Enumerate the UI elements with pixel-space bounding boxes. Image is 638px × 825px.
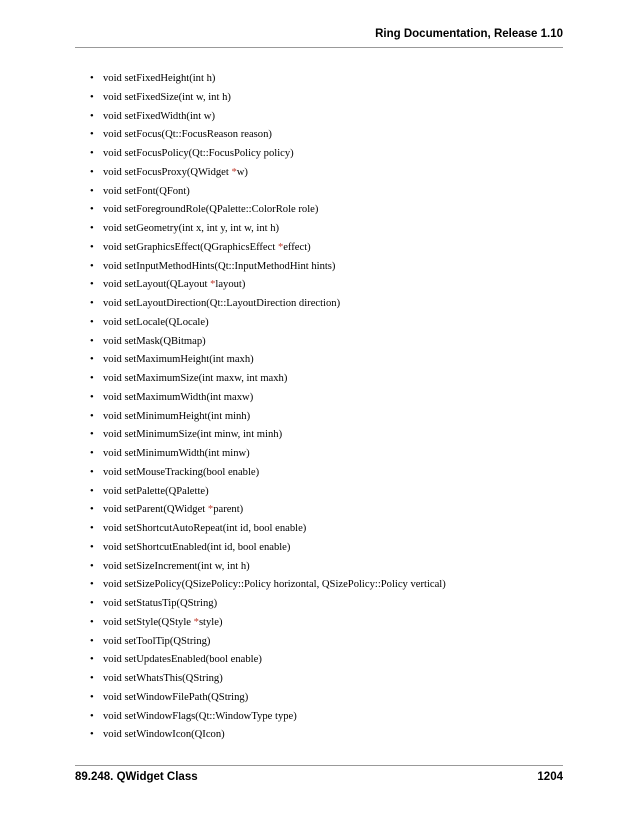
method-signature: void setStatusTip(QString): [103, 598, 218, 609]
list-item: [90, 467, 446, 486]
bullet-icon: •: [90, 579, 94, 591]
bullet-icon: •: [90, 729, 94, 741]
method-signature: void setMaximumWidth(int maxw): [103, 391, 254, 403]
bullet-icon: •: [90, 485, 94, 497]
method-signature: void setMouseTracking(bool enable): [103, 466, 260, 478]
list-item: [90, 711, 446, 730]
bullet-icon: •: [90, 373, 94, 384]
bullet-icon: •: [90, 185, 94, 197]
method-signature: void setMaximumHeight(int maxh): [103, 354, 254, 366]
bullet-icon: •: [90, 241, 94, 253]
bullet-icon: •: [90, 260, 94, 272]
method-signature: void setStyle(QStyle: [103, 616, 194, 628]
method-signature: void setShortcutEnabled(int id, bool enable): [103, 541, 291, 553]
list-item: [90, 129, 446, 148]
list-item: [90, 729, 446, 748]
bullet-icon: •: [90, 654, 94, 666]
bullet-icon: •: [90, 635, 94, 647]
list-item: [90, 617, 446, 636]
method-signature: void setWhatsThis(QString): [103, 673, 223, 684]
bullet-icon: •: [90, 391, 94, 403]
method-signature-rest: style): [198, 616, 223, 628]
bullet-icon: •: [90, 316, 94, 328]
list-item: [90, 167, 446, 186]
list-item: [90, 654, 446, 673]
method-signature: void setFont(QFont): [103, 185, 190, 197]
footer-section-title: 89.248. QWidget Class: [75, 771, 198, 783]
method-signature: void setWindowIcon(QIcon): [103, 729, 225, 741]
list-item: [90, 317, 446, 336]
bullet-icon: •: [90, 429, 94, 441]
list-item: [90, 636, 446, 655]
list-item: [90, 673, 446, 692]
bullet-icon: •: [90, 91, 94, 103]
method-signature: void setFixedSize(int w, int h): [103, 91, 231, 103]
method-signature: void setFocus(Qt::FocusReason reason): [103, 129, 272, 141]
bullet-icon: •: [90, 410, 94, 422]
list-item: [90, 261, 446, 280]
method-signature: void setToolTip(QString): [103, 635, 211, 647]
list-item: [90, 373, 446, 392]
bullet-icon: •: [90, 148, 94, 159]
bullet-icon: •: [90, 110, 94, 122]
method-signature: void setFocusPolicy(Qt::FocusPolicy policy): [103, 148, 294, 159]
method-signature: void setSizeIncrement(int w, int h): [103, 560, 250, 572]
list-item: [90, 579, 446, 598]
method-signature: void setLayoutDirection(Qt::LayoutDirection direction): [103, 298, 341, 309]
method-signature: void setLayout(QLayout: [103, 279, 211, 291]
bullet-icon: •: [90, 710, 94, 722]
list-item: [90, 186, 446, 205]
bullet-icon: •: [90, 541, 94, 553]
bullet-icon: •: [90, 298, 94, 309]
pointer-star: *: [210, 279, 216, 291]
bullet-icon: •: [90, 673, 94, 684]
list-item: [90, 92, 446, 111]
bullet-icon: •: [90, 204, 94, 216]
list-item: [90, 204, 446, 223]
method-signature: void setMinimumHeight(int minh): [103, 410, 251, 422]
list-item: [90, 429, 446, 448]
method-signature: void setGeometry(int x, int y, int w, int h): [103, 223, 280, 234]
list-item: [90, 111, 446, 130]
bullet-icon: •: [90, 616, 94, 628]
bullet-icon: •: [90, 598, 94, 609]
bullet-icon: •: [90, 223, 94, 234]
method-signature: void setFixedHeight(int h): [103, 73, 216, 84]
method-signature: void setShortcutAutoRepeat(int id, bool enable): [103, 523, 307, 534]
method-signature: void setForegroundRole(QPalette::ColorRole role): [103, 204, 319, 216]
method-signature: void setInputMethodHints(Qt::InputMethodHint hints): [103, 260, 336, 272]
list-item: [90, 242, 446, 261]
list-item: [90, 523, 446, 542]
method-signature: void setUpdatesEnabled(bool enable): [103, 654, 262, 666]
list-item: [90, 448, 446, 467]
pointer-star: *: [207, 504, 214, 516]
list-item: [90, 486, 446, 505]
list-item: [90, 692, 446, 711]
bullet-icon: •: [90, 279, 94, 291]
bullet-icon: •: [90, 560, 94, 572]
method-signature-rest: parent): [213, 504, 244, 516]
footer-divider: [75, 765, 563, 766]
method-signature: void setWindowFlags(Qt::WindowType type): [103, 710, 297, 722]
bullet-icon: •: [90, 523, 94, 534]
list-item: [90, 223, 446, 242]
method-signature: void setLocale(QLocale): [103, 316, 209, 328]
bullet-icon: •: [90, 166, 94, 178]
method-signature: void setMask(QBitmap): [103, 335, 206, 347]
running-header: Ring Documentation, Release 1.10: [375, 28, 563, 40]
list-item: [90, 411, 446, 430]
method-signature: void setMaximumSize(int maxw, int maxh): [103, 373, 288, 384]
list-item: [90, 73, 446, 92]
method-signature: void setFixedWidth(int w): [103, 110, 215, 122]
list-item: [90, 392, 446, 411]
bullet-icon: •: [90, 466, 94, 478]
method-list: [90, 73, 446, 748]
bullet-icon: •: [90, 335, 94, 347]
method-signature: void setMinimumWidth(int minw): [103, 448, 250, 459]
list-item: [90, 148, 446, 167]
method-signature-rest: layout): [215, 279, 246, 291]
method-signature-rest: effect): [283, 241, 311, 253]
list-item: [90, 279, 446, 298]
page-number: 1204: [537, 771, 563, 783]
list-item: [90, 598, 446, 617]
bullet-icon: •: [90, 504, 94, 516]
header-divider: [75, 47, 563, 48]
bullet-icon: •: [90, 691, 94, 703]
bullet-icon: •: [90, 129, 94, 141]
method-signature-rest: w): [236, 166, 248, 178]
list-item: [90, 542, 446, 561]
method-signature: void setFocusProxy(QWidget: [103, 166, 232, 178]
method-signature: void setParent(QWidget: [103, 504, 208, 516]
pointer-star: *: [277, 241, 284, 253]
method-signature: void setMinimumSize(int minw, int minh): [103, 429, 283, 441]
method-signature: void setPalette(QPalette): [103, 485, 209, 497]
method-signature: void setSizePolicy(QSizePolicy::Policy horizontal, QSizePolicy::Policy vertical): [103, 579, 446, 591]
bullet-icon: •: [90, 354, 94, 366]
bullet-icon: •: [90, 73, 94, 84]
pointer-star: *: [193, 616, 199, 628]
list-item: [90, 336, 446, 355]
list-item: [90, 504, 446, 523]
list-item: [90, 354, 446, 373]
pointer-star: *: [231, 166, 237, 178]
method-signature: void setGraphicsEffect(QGraphicsEffect: [103, 241, 278, 253]
list-item: [90, 298, 446, 317]
bullet-icon: •: [90, 448, 94, 459]
list-item: [90, 561, 446, 580]
method-signature: void setWindowFilePath(QString): [103, 691, 249, 703]
